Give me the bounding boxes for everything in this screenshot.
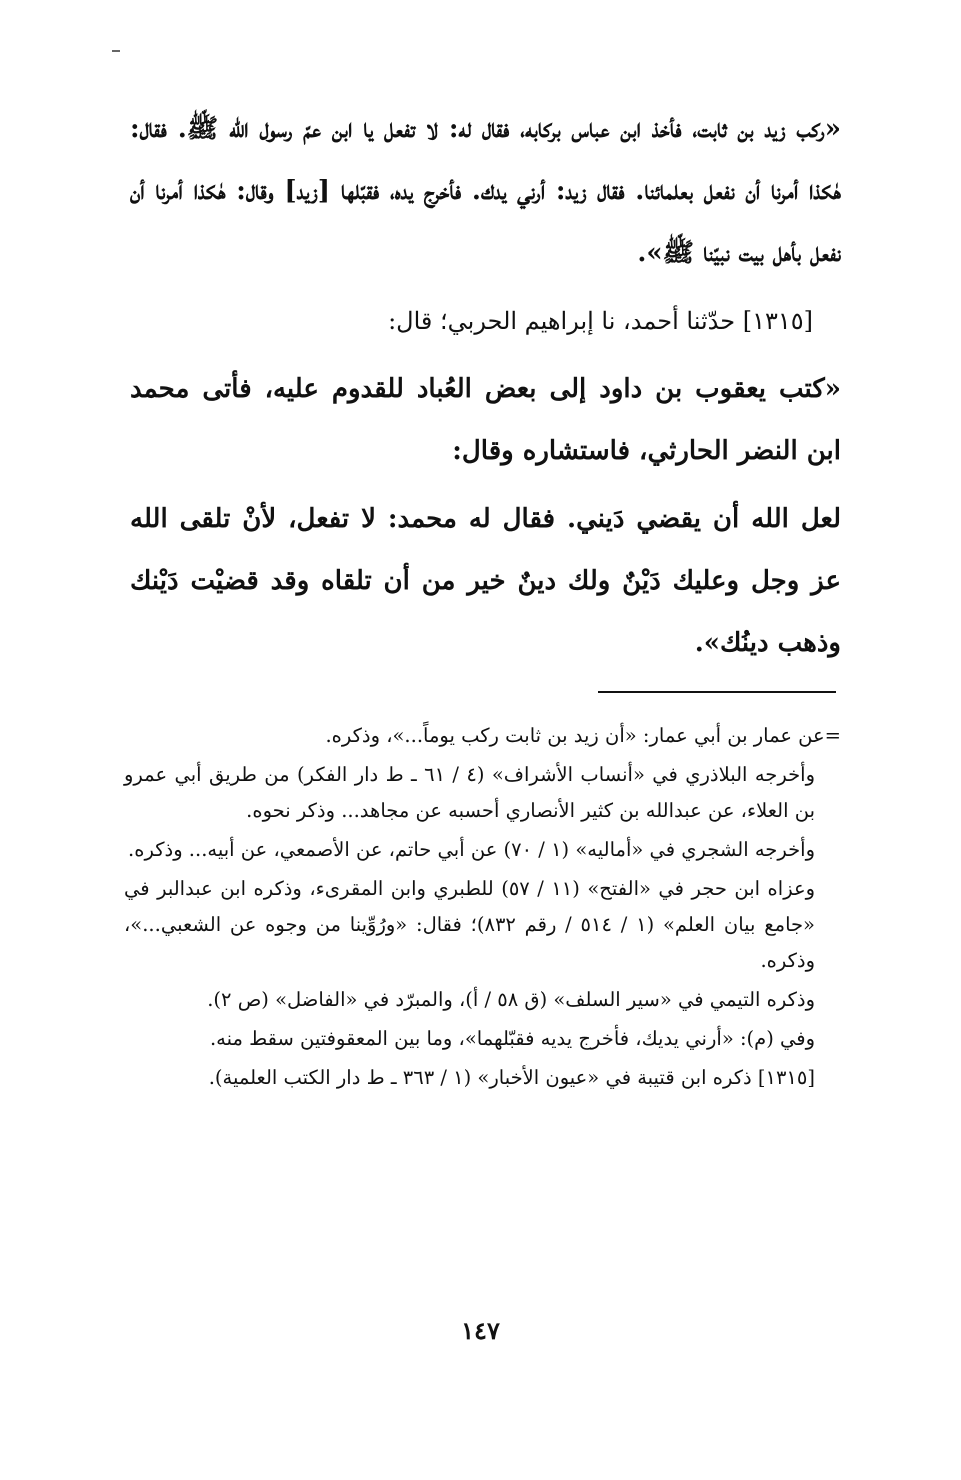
page-number: ١٤٧ — [461, 1316, 500, 1345]
quote-zayd-ibn-thabit: «ركب زيد بن ثابت، فأخذ ابن عباس بركابه، فقال له: لا تفعل يا ابن عمّ رسول الله ﷺ. فقال: هٰكذا أمرنا أن نفعل بعلمائنا. فقال زيد: أرني يدك. فأخرج يده، فقبّلها [زيد] وقال: هٰكذا أمرنا أن نفعل بأهل بيت نبيّنا ﷺ». — [130, 114, 841, 268]
footnote-baladhuri: وأخرجه البلاذري في «أنساب الأشراف» (٤ / ٦١ ـ ط دار الفكر) من طريق أبي عمرو بن العلاء، عن عبدالله بن كثير الأنصاري أحسبه عن مجاهد... وذكر نحوه. — [124, 763, 815, 822]
footnote-manuscript-mim: وفي (م): «أرني يديك، فأخرج يديه فقبّلهما»، وما بين المعقوفتين سقط منه. — [209, 1027, 815, 1050]
quote-muhammad-ibn-nadr: لعل الله أن يقضي دَيني. فقال له محمد: لا تفعل، لأنْ تلقى الله عز وجل وعليك دَيْنٌ ولك دينٌ خير من أن تلقاه وقد قضيْت دَيْنك وذهب دينُك». — [130, 504, 841, 658]
scan-mark — [112, 50, 120, 52]
footnote-ibn-hajar: وعزاه ابن حجر في «الفتح» (١١ / ٥٧) للطبري وابن المقرىء، وذكره ابن عبدالبر في «جامع بيان العلم» (١ / ٥١٤ / رقم ٨٣٢)؛ فقال: «ورُوِّينا من وجوه عن الشعبي...»، وذكره. — [124, 877, 816, 972]
main-text — [130, 98, 841, 674]
footnotes — [124, 718, 841, 1099]
quote-yaqub-ibn-dawud: «كتب يعقوب بن داود إلى بعض العُباد للقدوم عليه، فأتى محمد ابن النضر الحارثي، فاستشاره وقال: — [130, 374, 842, 466]
footnote-shajari: وأخرجه الشجري في «أماليه» (١ / ٧٠) عن أبي حاتم، عن الأصمعي، عن أبيه... وذكره. — [128, 838, 815, 861]
footnote-separator — [598, 691, 836, 693]
footnote-taymi: وذكره التيمي في «سير السلف» (ق ٥٨ / أ)، والمبرّد في «الفاضل» (ص ٢). — [207, 988, 815, 1011]
footnote-continuation: =عن عمار بن أبي عمار: «أن زيد بن ثابت ركب يوماً...»، وذكره. — [325, 724, 841, 747]
footnote-1315-ibn-qutayba: [١٣١٥] ذكره ابن قتيبة في «عيون الأخبار» (١ / ٣٦٣ ـ ط دار الكتب العلمية). — [208, 1066, 815, 1089]
narration-1315-isnad: [١٣١٥] حدّثنا أحمد، نا إبراهيم الحربي؛ قال: — [388, 307, 813, 335]
